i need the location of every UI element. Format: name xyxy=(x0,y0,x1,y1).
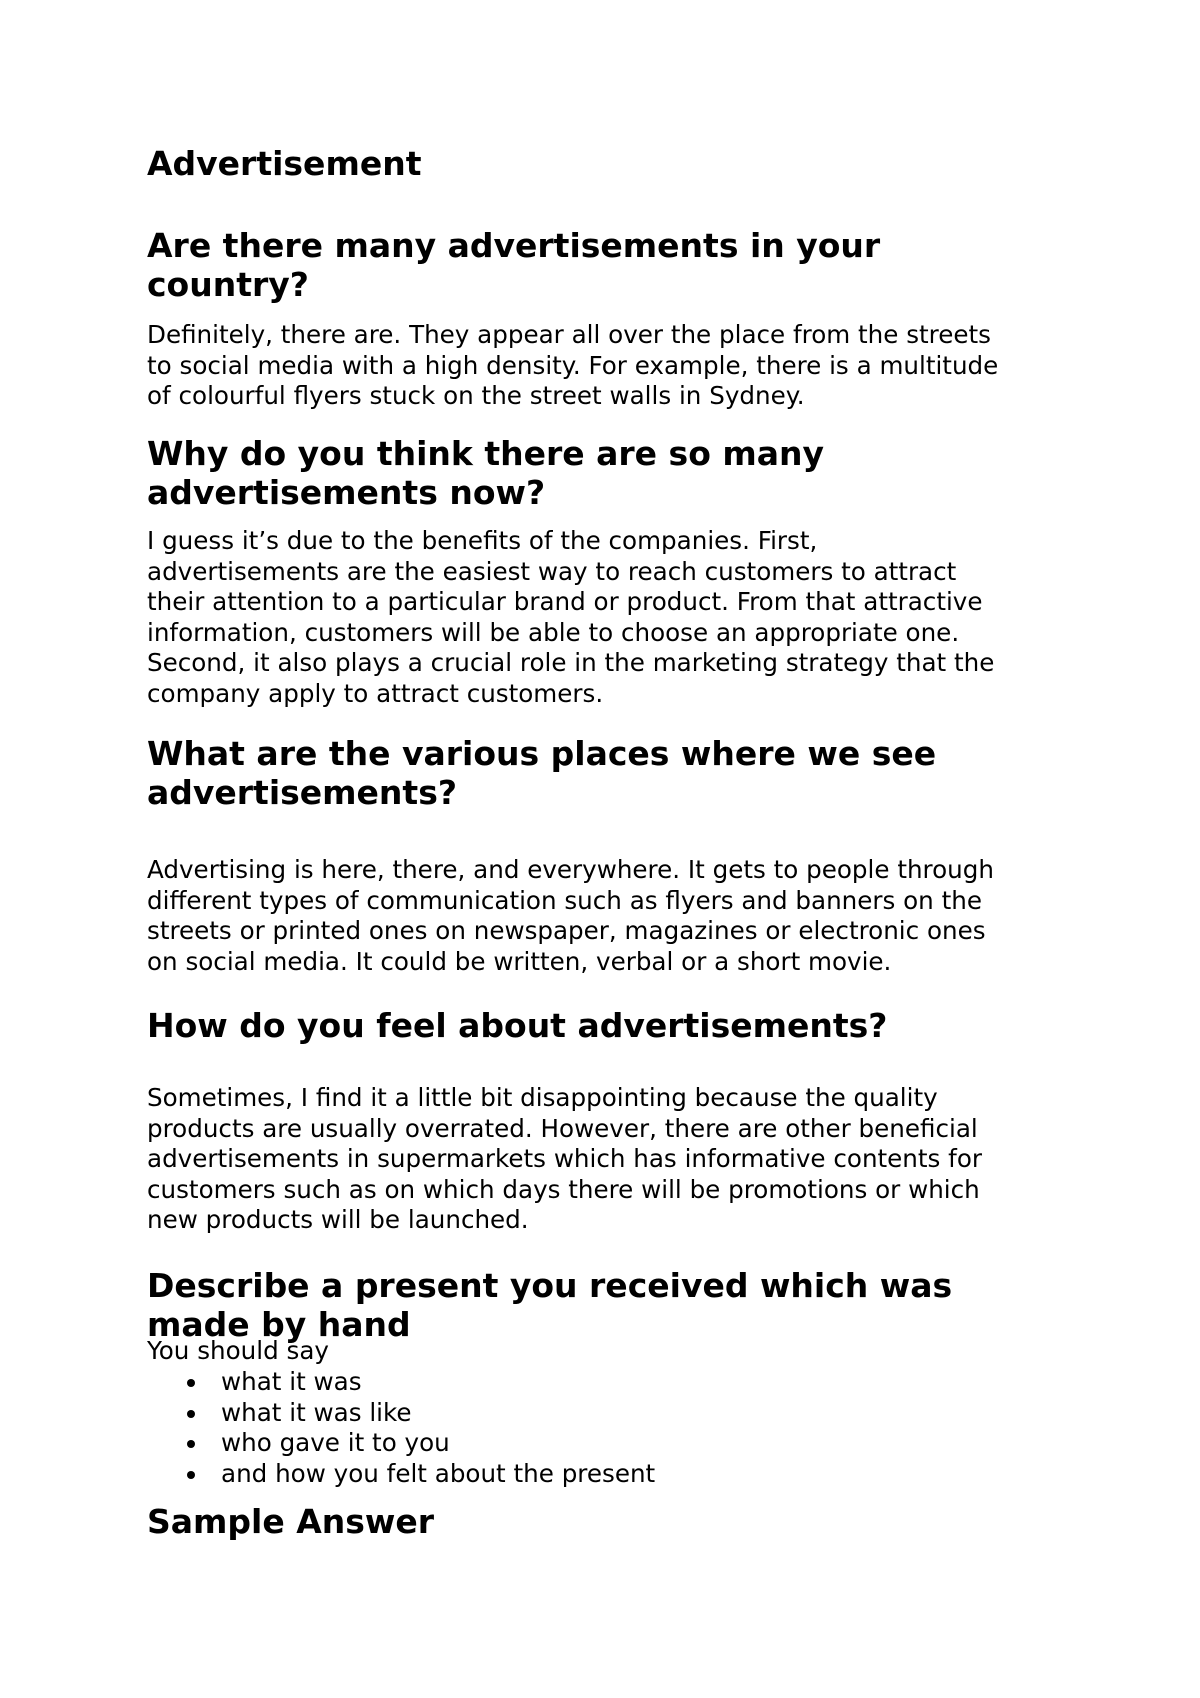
answer-paragraph xyxy=(147,855,994,977)
document-title: Advertisement xyxy=(147,144,422,183)
bullet-icon xyxy=(187,1379,195,1387)
list-item-text: who gave it to you xyxy=(221,1428,450,1458)
question-heading xyxy=(147,1006,887,1045)
answer-line: to social media with a high density. For example, there is a multitude xyxy=(147,350,999,380)
answer-line: Sometimes, I find it a little bit disappointing because the quality xyxy=(147,1083,938,1112)
answer-line: products are usually overrated. However, there are other beneficial xyxy=(147,1113,978,1143)
answer-line: Second, it also plays a crucial role in the marketing strategy that the xyxy=(147,648,995,678)
answer-line: I guess it’s due to the benefits of the companies. First, xyxy=(147,526,818,555)
answer-line: new products will be launched. xyxy=(147,1205,529,1235)
list-item-text: what it was like xyxy=(221,1397,412,1427)
question-line: Why do you think there are so many xyxy=(147,434,825,473)
question-heading xyxy=(147,226,880,304)
question-line: country? xyxy=(147,265,309,304)
list-item xyxy=(147,1398,655,1429)
bullet-icon xyxy=(187,1440,195,1448)
cue-card-heading xyxy=(147,1266,952,1344)
answer-line: streets or printed ones on newspaper, magazines or electronic ones xyxy=(147,916,986,946)
answer-line: their attention to a particular brand or product. From that attractive xyxy=(147,587,983,617)
question-line: made by hand xyxy=(147,1305,411,1344)
list-item xyxy=(147,1459,655,1490)
question-line: advertisements now? xyxy=(147,473,546,512)
sample-answer-heading: Sample Answer xyxy=(147,1502,435,1541)
answer-line: advertisements are the easiest way to reach customers to attract xyxy=(147,556,957,586)
answer-line: company apply to attract customers. xyxy=(147,678,604,708)
answer-line: customers such as on which days there will be promotions or which xyxy=(147,1174,980,1204)
question-line: Describe a present you received which was xyxy=(147,1266,953,1305)
cue-card-intro xyxy=(147,1336,329,1367)
bullet-icon xyxy=(187,1471,195,1479)
answer-line: on social media. It could be written, verbal or a short movie. xyxy=(147,946,892,976)
answer-line: You should say xyxy=(147,1336,329,1365)
question-line: What are the various places where we see xyxy=(147,734,937,773)
question-line: How do you feel about advertisements? xyxy=(147,1006,888,1045)
answer-line: Advertising is here, there, and everywhere. It gets to people through xyxy=(147,855,994,884)
list-item xyxy=(147,1367,655,1398)
cue-card-list xyxy=(147,1367,655,1489)
answer-paragraph xyxy=(147,526,994,710)
answer-paragraph xyxy=(147,320,998,412)
question-line: advertisements? xyxy=(147,773,457,812)
question-line: Are there many advertisements in your xyxy=(147,226,881,265)
question-heading xyxy=(147,734,936,812)
answer-line: information, customers will be able to choose an appropriate one. xyxy=(147,617,960,647)
question-heading xyxy=(147,434,824,512)
list-item-text: what it was xyxy=(221,1367,362,1396)
answer-line: advertisements in supermarkets which has informative contents for xyxy=(147,1144,982,1174)
list-item-text: and how you felt about the present xyxy=(221,1458,656,1488)
answer-paragraph xyxy=(147,1083,982,1236)
list-item xyxy=(147,1428,655,1459)
answer-line: of colourful flyers stuck on the street walls in Sydney. xyxy=(147,381,805,411)
answer-line: different types of communication such as flyers and banners on the xyxy=(147,885,982,915)
bullet-icon xyxy=(187,1410,195,1418)
answer-line: Definitely, there are. They appear all over the place from the streets xyxy=(147,320,991,349)
